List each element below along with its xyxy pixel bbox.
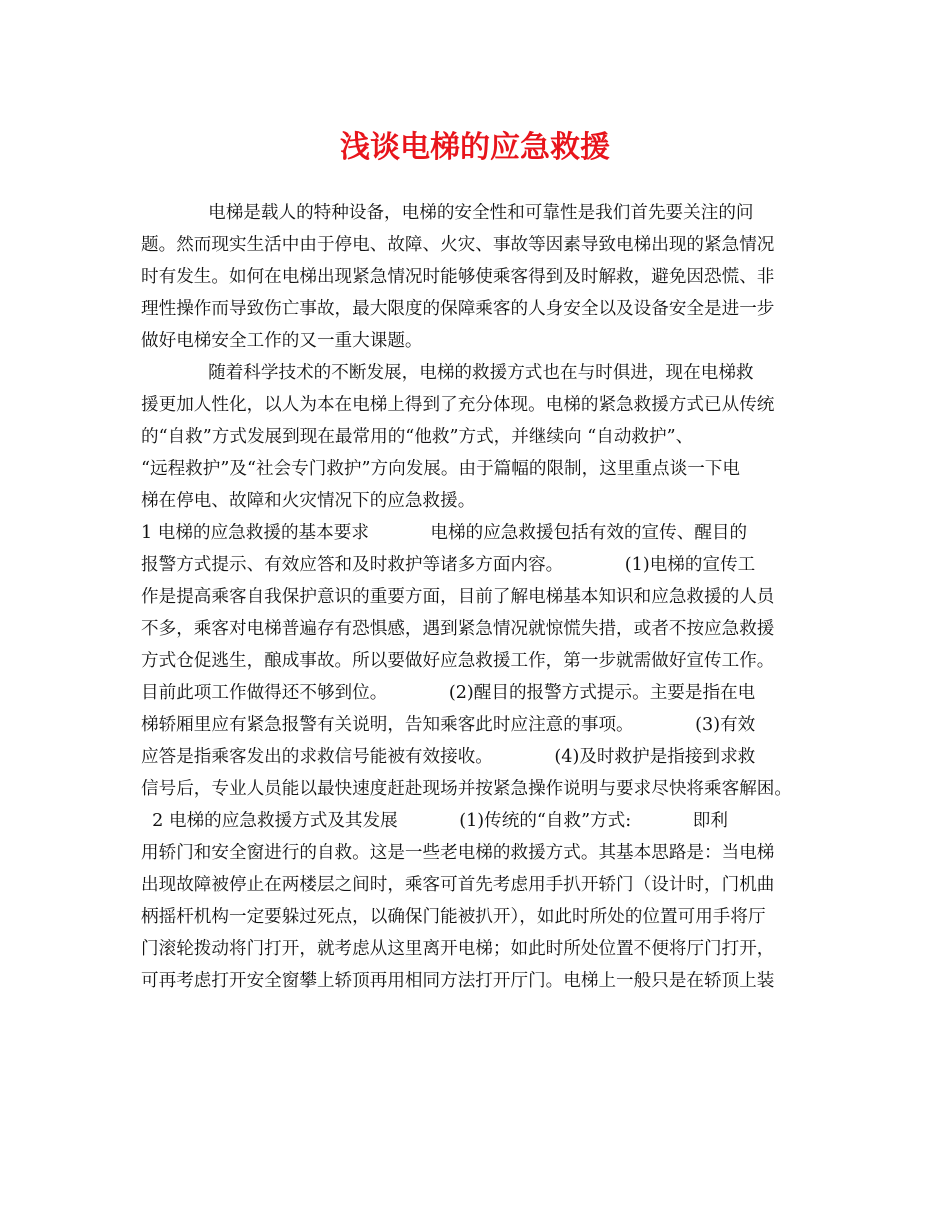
body-line: 应答是指乘客发出的求救信号能被有效接收。 (4)及时救护是指接到求救 bbox=[141, 747, 756, 767]
body-line: 理性操作而导致伤亡事故，最大限度的保障乘客的人身安全以及设备安全是进一步 bbox=[141, 299, 775, 319]
document-title: 浅谈电梯的应急救援 bbox=[340, 130, 610, 165]
body-line: 题。然而现实生活中由于停电、故障、火灾、事故等因素导致电梯出现的紧急情况 bbox=[141, 235, 775, 255]
body-line: 方式仓促逃生，酿成事故。所以要做好应急救援工作，第一步就需做好宣传工作。 bbox=[141, 651, 775, 671]
body-line: 作是提高乘客自我保护意识的重要方面，目前了解电梯基本知识和应急救援的人员 bbox=[141, 587, 775, 607]
body-line: 出现故障被停止在两楼层之间时，乘客可首先考虑用手扒开轿门（设计时，门机曲 bbox=[141, 875, 775, 895]
body-line: 报警方式提示、有效应答和及时救护等诸多方面内容。 (1)电梯的宣传工 bbox=[141, 555, 756, 575]
body-line: 目前此项工作做得还不够到位。 (2)醒目的报警方式提示。主要是指在电 bbox=[141, 683, 756, 703]
body-line: 的“自救”方式发展到现在最常用的“他救”方式，并继续向 “自动救护”、 bbox=[141, 427, 694, 447]
body-line: 时有发生。如何在电梯出现紧急情况时能够使乘客得到及时解救，避免因恐慌、非 bbox=[141, 267, 775, 287]
body-line: 不多，乘客对电梯普遍存有恐惧感，遇到紧急情况就惊慌失措，或者不按应急救援 bbox=[141, 619, 775, 639]
body-line: “远程救护”及“社会专门救护”方向发展。由于篇幅的限制，这里重点谈一下电 bbox=[141, 459, 740, 479]
body-line: 信号后，专业人员能以最快速度赶赴现场并按紧急操作说明与要求尽快将乘客解困。 bbox=[141, 779, 792, 799]
body-line: 1 电梯的应急救援的基本要求 电梯的应急救援包括有效的宣传、醒目的 bbox=[141, 523, 748, 543]
body-line: 电梯是载人的特种设备，电梯的安全性和可靠性是我们首先要关注的问 bbox=[141, 203, 754, 223]
body-line: 门滚轮拨动将门打开，就考虑从这里离开电梯；如此时所处位置不便将厅门打开， bbox=[141, 939, 775, 959]
body-line: 柄摇杆机构一定要躲过死点，以确保门能被扒开），如此时所处的位置可用手将厅 bbox=[141, 907, 766, 927]
body-line: 援更加人性化，以人为本在电梯上得到了充分体现。电梯的紧急救援方式已从传统 bbox=[141, 395, 775, 415]
body-line: 做好电梯安全工作的又一重大课题。 bbox=[141, 331, 423, 351]
body-line: 可再考虑打开安全窗攀上轿顶再用相同方法打开厅门。电梯上一般只是在轿顶上装 bbox=[141, 971, 775, 991]
body-line: 2 电梯的应急救援方式及其发展 (1)传统的“自救”方式: 即利 bbox=[141, 811, 728, 831]
body-line: 梯在停电、故障和火灾情况下的应急救援。 bbox=[141, 491, 476, 511]
body-line: 用轿门和安全窗进行的自救。这是一些老电梯的救援方式。其基本思路是：当电梯 bbox=[141, 843, 775, 863]
body-line: 随着科学技术的不断发展，电梯的救援方式也在与时俱进，现在电梯救 bbox=[141, 363, 754, 383]
body-line: 梯轿厢里应有紧急报警有关说明，告知乘客此时应注意的事项。 (3)有效 bbox=[141, 715, 756, 735]
